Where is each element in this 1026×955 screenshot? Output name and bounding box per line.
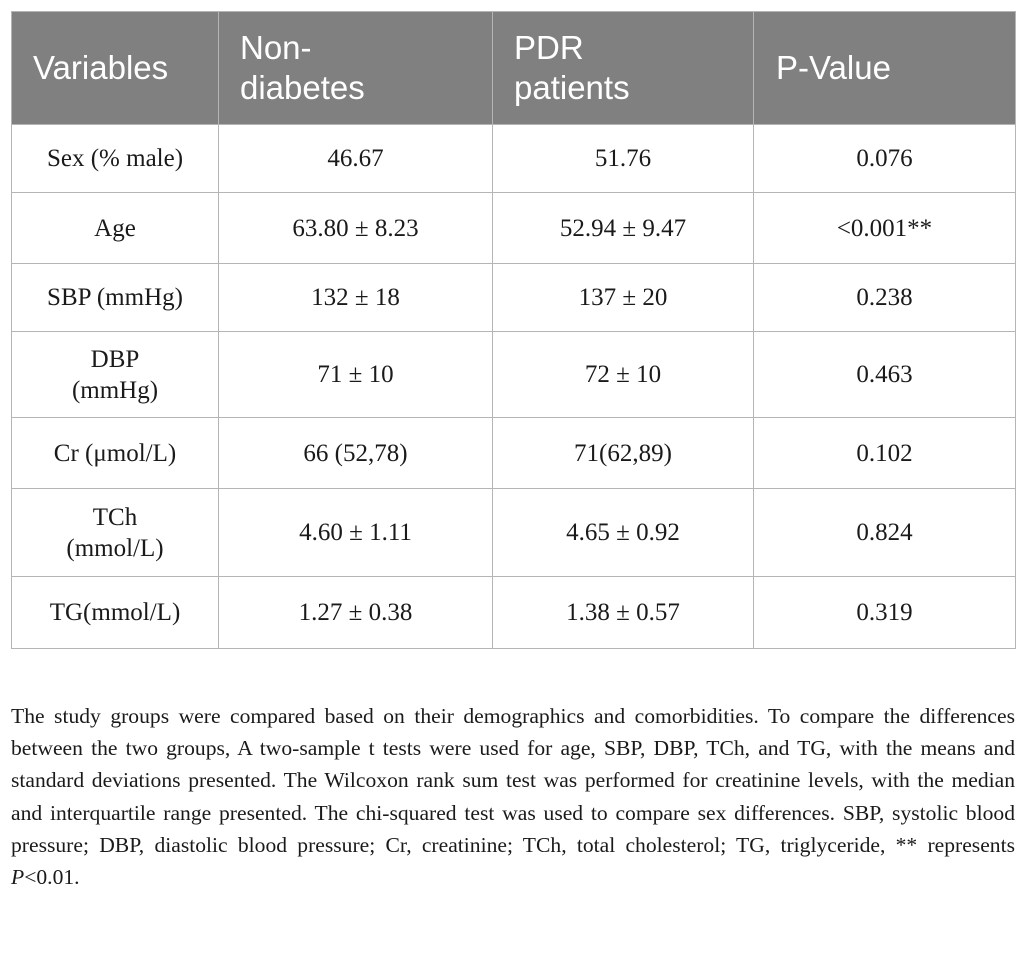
footnote-p-symbol: P (11, 865, 25, 890)
cell-variable: Sex (% male) (12, 125, 219, 193)
cell-non-diabetes: 1.27 ± 0.38 (219, 577, 493, 649)
cell-p-value: <0.001** (754, 193, 1016, 264)
cell-variable: Age (12, 193, 219, 264)
cell-pdr-patients: 72 ± 10 (493, 332, 754, 418)
cell-p-value: 0.076 (754, 125, 1016, 193)
cell-p-value: 0.824 (754, 489, 1016, 577)
cell-pdr-patients: 52.94 ± 9.47 (493, 193, 754, 264)
cell-non-diabetes: 46.67 (219, 125, 493, 193)
cell-variable: TCh (mmol/L) (12, 489, 219, 577)
header-pdr-patients: PDR patients (493, 12, 754, 125)
cell-p-value: 0.238 (754, 264, 1016, 332)
cell-non-diabetes: 4.60 ± 1.11 (219, 489, 493, 577)
cell-variable: DBP (mmHg) (12, 332, 219, 418)
table-footnote (11, 700, 1015, 893)
comparison-table (11, 11, 1016, 649)
cell-p-value: 0.463 (754, 332, 1016, 418)
footnote-p-threshold: <0.01. (24, 865, 80, 890)
cell-p-value: 0.102 (754, 418, 1016, 489)
footnote-text: The study groups were compared based on their demographics and comorbidities. To compare the differences between the two groups, A two-sample t tests were used for age, SBP, DBP, TCh, and TG, with the means and standard deviations presented. The Wilcoxon rank sum test was performed for creatinine levels, with the median and interquartile range presented. The chi-squared test was used to compare sex differences. SBP, systolic blood pressure; DBP, diastolic blood pressure; Cr, creatinine; TCh, total cholesterol; TG, triglyceride, ** represents (11, 704, 1015, 857)
header-variables: Variables (12, 12, 219, 125)
table-row (12, 418, 1016, 489)
cell-variable: Cr (μmol/L) (12, 418, 219, 489)
table-row (12, 332, 1016, 418)
table-row (12, 577, 1016, 649)
table-row (12, 264, 1016, 332)
cell-p-value: 0.319 (754, 577, 1016, 649)
cell-non-diabetes: 66 (52,78) (219, 418, 493, 489)
cell-non-diabetes: 63.80 ± 8.23 (219, 193, 493, 264)
table-row (12, 489, 1016, 577)
cell-pdr-patients: 4.65 ± 0.92 (493, 489, 754, 577)
header-p-value: P-Value (754, 12, 1016, 125)
table-row (12, 125, 1016, 193)
cell-pdr-patients: 1.38 ± 0.57 (493, 577, 754, 649)
cell-non-diabetes: 71 ± 10 (219, 332, 493, 418)
cell-non-diabetes: 132 ± 18 (219, 264, 493, 332)
comparison-table-container (11, 11, 1015, 649)
table-row (12, 193, 1016, 264)
cell-variable: SBP (mmHg) (12, 264, 219, 332)
cell-variable: TG(mmol/L) (12, 577, 219, 649)
cell-pdr-patients: 137 ± 20 (493, 264, 754, 332)
cell-pdr-patients: 51.76 (493, 125, 754, 193)
table-header-row (12, 12, 1016, 125)
cell-pdr-patients: 71(62,89) (493, 418, 754, 489)
header-non-diabetes: Non- diabetes (219, 12, 493, 125)
